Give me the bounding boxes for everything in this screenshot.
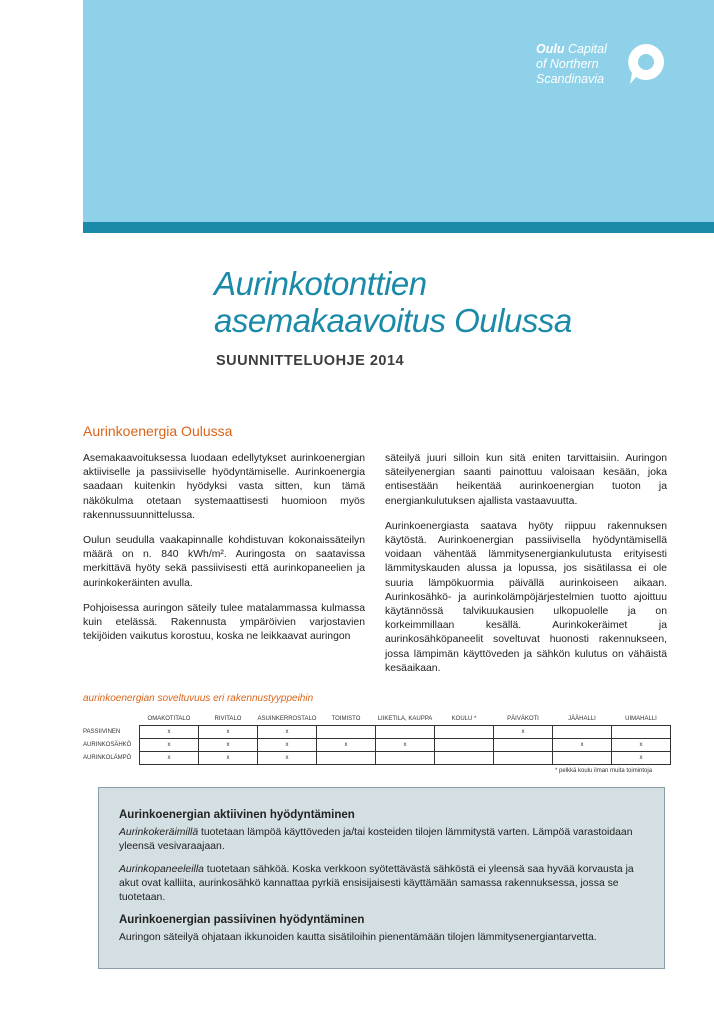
table-cell <box>612 726 671 739</box>
table-cell: x <box>258 726 317 739</box>
paragraph: Aurinkoenergiasta saatava hyöty riippuu rakennuksen käytöstä. Aurinkoenergian passiivisella hyödyntämisellä voidaan vähentää lämmitysenergiankulutusta erityisesti lämmityskauden alussa ja lopussa, jos sisätilassa ei ole suuria lämpökuormia päivällä aurinkoiseen aikaan. Aurinkosähkö- ja aurinkolämpöjärjestelmien tuotto ajoittuu käytännössä talvikuukausien ulkopuolelle ja on korkeimmillaan kesällä. Aurinkokeräimet ja aurinkosähköpaneelit soveltuvat huonosti rakennukseen, jossa lämpimän käyttöveden ja sähkön kulutus on vähäistä kesäaikaan. <box>385 520 667 674</box>
column-header: LIIKETILA, KAUPPA <box>377 716 433 722</box>
title-line2: asemakaavoitus Oulussa <box>214 302 572 339</box>
table-corner <box>83 713 140 726</box>
logo-line1-rest: Capital <box>567 42 607 56</box>
table-cell: x <box>612 739 671 752</box>
table-cell: x <box>199 752 258 765</box>
table-cell <box>376 752 435 765</box>
table-cell: x <box>199 739 258 752</box>
table-cell: x <box>612 752 671 765</box>
row-label: AURINKOSÄHKÖ <box>83 742 132 748</box>
row-label: AURINKOLÄMPÖ <box>83 755 132 761</box>
table-cell: x <box>258 739 317 752</box>
column-header: RIVITALO <box>214 716 242 722</box>
table-cell: x <box>553 739 612 752</box>
info-heading-active: Aurinkoenergian aktiivinen hyödyntäminen <box>119 809 355 821</box>
table-cell <box>494 739 553 752</box>
table-cell: x <box>494 726 553 739</box>
right-column <box>385 452 667 687</box>
info-box <box>98 787 665 969</box>
paragraph: Oulun seudulla vaakapinnalle kohdistuvan kokonaissäteilyn määrä on n. 840 kWh/m². Auringosta on saatavissa merkittävä hyöty sekä passiivisesti että aurinkopaneelien ja aurinkokeräinten avulla. <box>83 535 365 589</box>
table-cell: x <box>317 739 376 752</box>
table-cell <box>553 752 612 765</box>
info-heading-passive: Aurinkoenergian passiivinen hyödyntäminen <box>119 914 365 927</box>
oulu-logo <box>536 42 676 92</box>
left-column <box>83 452 365 655</box>
paragraph: Pohjoisessa auringon säteily tulee matalammassa kulmassa kuin etelässä. Rakennusta ympäröivien varjostavien tekijöiden vaikutus korostuu, koska ne leikkaavat auringon <box>83 602 365 643</box>
info-paragraph <box>119 826 649 854</box>
column-header: ASUINKERROSTALO <box>257 716 317 722</box>
title-line1: Aurinkotonttien <box>214 265 427 302</box>
table-cell <box>376 726 435 739</box>
table-cell <box>435 752 494 765</box>
table-cell <box>435 726 494 739</box>
header-stripe <box>83 222 714 233</box>
table-cell <box>435 739 494 752</box>
table-cell <box>317 726 376 739</box>
table-cell: x <box>140 739 199 752</box>
column-header: TOIMISTO <box>331 716 361 722</box>
column-header: UIMAHALLI <box>625 716 657 722</box>
suitability-table <box>83 713 671 765</box>
page-subtitle: SUUNNITTELUOHJE 2014 <box>216 353 405 369</box>
section-heading: Aurinkoenergia Oulussa <box>83 423 233 439</box>
table-cell: x <box>258 752 317 765</box>
table-cell: x <box>140 726 199 739</box>
table-header-row <box>83 713 671 726</box>
table-cell <box>553 726 612 739</box>
column-header: OMAKOTITALO <box>147 716 191 722</box>
paragraph: Asemakaavoituksessa luodaan edellytykset aurinkoenergian aktiiviselle ja passiiviselle hyödyntämiselle. Aurinkoenergia saadaan kuitenkin hyödyksi vasta sitten, kun tämä näkökulma otetaan systemaattisesti huomioon myös rakennussuunnittelussa. <box>83 453 365 521</box>
column-header: KOULU * <box>451 716 477 722</box>
row-label: PASSIIVINEN <box>83 729 121 735</box>
info-paragraph <box>119 863 649 906</box>
info-text: tuotetaan sähköä. Koska verkkoon syötettävästä sähköstä ei yleensä saa hyvää korvausta ja akut ovat kalliita, aurinkosähkö kannattaa pyrkiä ensisijaisesti käyttämään samassa rakennuksessa, jossa se tuotetaan. <box>119 863 634 904</box>
logo-brand: Oulu <box>536 42 565 56</box>
table-cell: x <box>376 739 435 752</box>
info-term: Aurinkokeräimillä <box>119 827 199 839</box>
column-header: PÄIVÄKOTI <box>507 716 539 722</box>
info-term: Aurinkopaneeleilla <box>119 863 204 875</box>
page-title <box>214 265 572 339</box>
table-row <box>83 726 671 739</box>
table-cell <box>494 752 553 765</box>
table-caption: aurinkoenergian soveltuvuus eri rakennustyyppeihin <box>83 693 314 704</box>
info-paragraph: Auringon säteilyä ohjataan ikkunoiden kautta sisätiloihin pienentämään tilojen lämmitysenergiantarvetta. <box>119 932 597 944</box>
table-row <box>83 752 671 765</box>
table-row <box>83 739 671 752</box>
logo-line2: of Northern <box>536 57 599 71</box>
paragraph: säteilyä juuri silloin kun sitä eniten tarvittaisiin. Auringon säteilyenergian saanti painottuu valoisaan kesään, joka entisestään heikentää aurinkoenergian tuoton ja energiankulutuksen ajallista vastaavuutta. <box>385 453 667 507</box>
table-cell: x <box>199 726 258 739</box>
speech-bubble-icon <box>626 42 666 86</box>
table-cell <box>317 752 376 765</box>
table-footnote: * pelkkä koulu ilman muita toimintoja <box>555 768 653 774</box>
info-box-content <box>119 808 649 954</box>
column-header: JÄÄHALLI <box>568 716 596 722</box>
logo-line3: Scandinavia <box>536 72 605 86</box>
header-band <box>83 0 714 222</box>
logo-text <box>536 42 607 87</box>
table-cell: x <box>140 752 199 765</box>
info-text: tuotetaan lämpöä käyttöveden ja/tai kosteiden tilojen lämmitystä varten. Lämpöä varastoidaan yleensä vesivaraajaan. <box>119 827 633 853</box>
